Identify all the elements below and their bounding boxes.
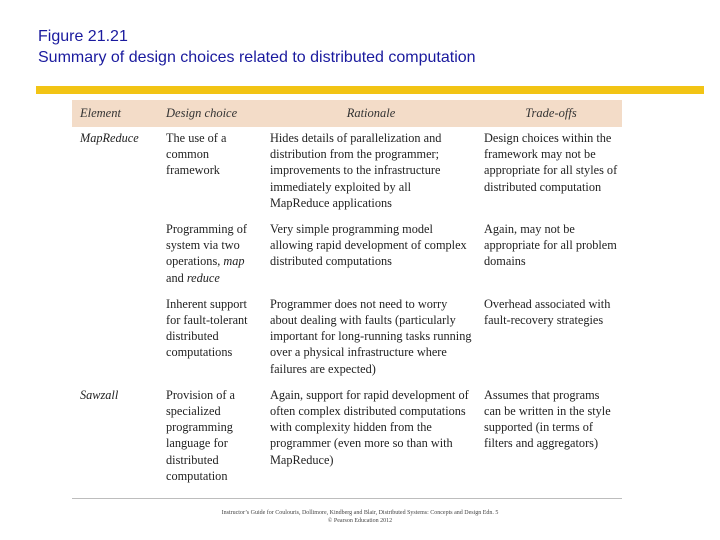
element-cell [72,215,158,290]
design-choice-text: Programming of system via two operations, [166,222,247,269]
slide-title [38,26,476,68]
yellow-divider-bar [36,86,704,94]
column-header-element: Element [80,106,121,121]
figure-subtitle: Summary of design choices related to distributed computation [38,49,476,66]
footer-citation-line: Instructor’s Guide for Coulouris, Dollimore, Kindberg and Blair, Distributed Systems: Concepts and Design Edn. 5 [221,510,499,516]
rationale-cell: Programmer does not need to worry about dealing with faults (particularly important for long-running tasks running over a physical infrastructure where failures are expected) [270,296,472,376]
column-header-rationale: Rationale [346,106,396,121]
rationale-cell: Again, support for rapid development of often complex distributed computations with complexity hidden from the programmer (even more so than with MapReduce) [270,387,469,467]
rationale-cell: Hides details of parallelization and distribution from the programmer; improvements to the infrastructure immediately exploited by all MapReduce applications [270,131,442,210]
trade-off-cell: Design choices within the framework may not be appropriate for all styles of distributed computation [484,131,618,194]
table-row [72,215,622,290]
element-cell: MapReduce [80,131,139,145]
design-choice-text: and [166,270,187,285]
element-cell [72,290,158,381]
table-row [72,127,622,215]
footer-copyright-line: © Pearson Education 2012 [327,518,393,524]
trade-off-cell: Overhead associated with fault-recovery strategies [484,296,611,328]
design-choice-map-term: map [223,254,245,269]
design-choice-cell [158,215,262,290]
design-choice-cell: The use of a common framework [166,131,227,178]
figure-label: Figure 21.21 [38,28,128,45]
design-choices-table-container [72,100,622,499]
column-header-trade-offs: Trade-offs [525,106,577,121]
trade-off-cell: Again, may not be appropriate for all problem domains [484,222,617,269]
table-row [72,381,622,488]
rationale-cell: Very simple programming model allowing rapid development of complex distributed computations [270,222,467,269]
design-choice-reduce-term: reduce [186,270,220,285]
design-choice-cell: Provision of a specialized programming language for distributed computation [166,387,235,483]
trade-off-cell: Assumes that programs can be written in the style supported (in terms of filters and aggregators) [484,387,611,451]
design-choices-table [72,100,622,488]
design-choice-cell: Inherent support for fault-tolerant distributed computations [166,296,248,360]
table-header-row [72,100,622,127]
table-row [72,290,622,381]
column-header-design-choice: Design choice [166,106,238,121]
element-cell: Sawzall [80,387,119,402]
footer-citation [0,509,720,525]
